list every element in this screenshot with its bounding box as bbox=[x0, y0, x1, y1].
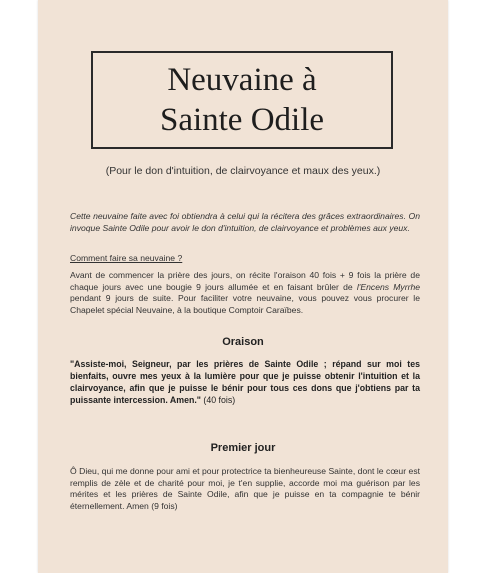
oraison-prayer bbox=[70, 358, 420, 406]
incense-name: l'Encens Myrrhe bbox=[356, 281, 420, 292]
premier-jour-paragraph: Ô Dieu, qui me donne pour ami et pour protectrice ta bienheureuse Sainte, dont le cœur est remplis de zèle et de charité pour moi, je t'en supplie, accorde moi ma guérison par les mérites et les prières de Sainte Odile, afin que je puisse en ta compagnie te bénir éternellement. Amen (9 fois) bbox=[70, 466, 420, 511]
oraison-heading: Oraison bbox=[222, 336, 264, 348]
title-line-1: Neuvaine à bbox=[167, 62, 317, 98]
intro-paragraph: Cette neuvaine faite avec foi obtiendra à celui qui la récitera des grâces extraordinaires. On invoque Sainte Odile pour avoir le don d'intuition, de clairvoyance et problèmes aux yeux. bbox=[70, 211, 420, 233]
subtitle: (Pour le don d'intuition, de clairvoyance et maux des yeux.) bbox=[105, 165, 381, 177]
how-to-question: Comment faire sa neuvaine ? bbox=[70, 253, 183, 263]
how-to-paragraph bbox=[70, 270, 420, 316]
how-to-text-after: pendant 9 jours de suite. Pour faciliter votre neuvaine, vous pouvez vous procurer le Chapelet spécial Neuvaine, à la boutique Comptoir Caraïbes. bbox=[70, 293, 420, 315]
oraison-count: (40 fois) bbox=[200, 395, 236, 405]
oraison-prayer-text: "Assiste-moi, Seigneur, par les prières de Sainte Odile ; répand sur moi tes bienfaits, ouvre mes yeux à la lumière pour que je puisse obtenir l'intuition et la clairvoyance, afin que je puisse le bénir pour tous ces dons que j'obtiens par ta puissante intercession. Amen." bbox=[70, 359, 420, 405]
how-to-text-before: Avant de commencer la prière des jours, on récite l'oraison 40 fois + 9 fois la prière de chaque jours avec une bougie 9 jours allumée et en faisant brûler de bbox=[70, 270, 420, 292]
premier-jour-heading: Premier jour bbox=[210, 442, 276, 454]
document-page bbox=[38, 0, 448, 573]
title-box bbox=[91, 51, 393, 149]
title-line-2: Sainte Odile bbox=[159, 102, 325, 138]
